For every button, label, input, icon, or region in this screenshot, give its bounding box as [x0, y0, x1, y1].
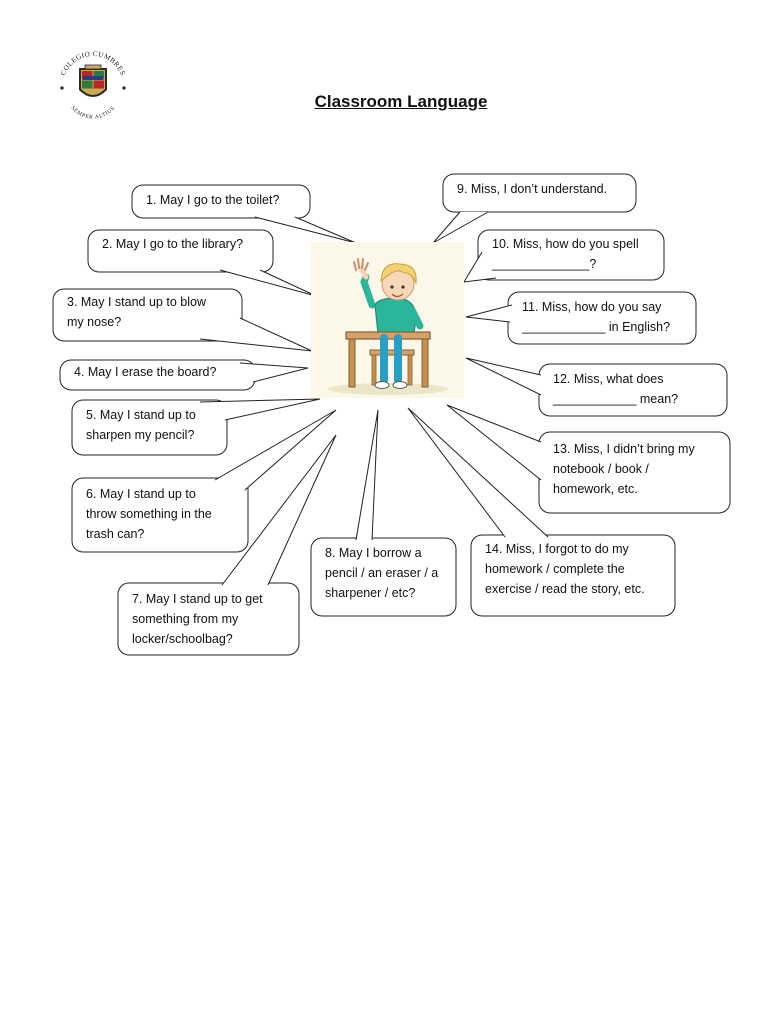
bubble-10-line-1: 10. Miss, how do you spell: [492, 237, 639, 251]
bubble-14-line-2: homework / complete the: [485, 562, 625, 576]
speech-bubble-tail: [466, 358, 541, 395]
boy-raising-hand-at-desk-icon: [311, 242, 464, 398]
bubble-13-line-1: 13. Miss, I didn’t bring my: [553, 442, 695, 456]
bubble-8-line-1: 8. May I borrow a: [325, 546, 422, 560]
bubble-1-line-1: 1. May I go to the toilet?: [146, 193, 280, 207]
speech-bubble-tail: [356, 410, 378, 540]
bubble-7-line-3: locker/schoolbag?: [132, 632, 233, 646]
bubble-7-line-2: something from my: [132, 612, 239, 626]
bubble-5-line-2: sharpen my pencil?: [86, 428, 195, 442]
speech-bubble-tail: [466, 305, 512, 322]
bubble-11-line-1: 11. Miss, how do you say: [522, 300, 662, 314]
bubble-2-line-1: 2. May I go to the library?: [102, 237, 244, 251]
bubble-14-line-1: 14. Miss, I forgot to do my: [485, 542, 629, 556]
bubble-10-line-2: ______________?: [492, 257, 597, 271]
bubble-3-line-2: my nose?: [67, 315, 122, 329]
bubble-8-line-3: sharpener / etc?: [325, 586, 416, 600]
bubble-12-line-2: ____________ mean?: [553, 392, 679, 406]
bubble-14-line-3: exercise / read the story, etc.: [485, 582, 645, 596]
page-title: Classroom Language: [314, 92, 488, 111]
speech-bubble-tail: [215, 410, 336, 490]
bubble-4-line-1: 4. May I erase the board?: [74, 365, 217, 379]
bubble-12-line-1: 12. Miss, what does: [553, 372, 664, 386]
bubble-8-line-2: pencil / an eraser / a: [325, 566, 439, 580]
bubble-6-line-2: throw something in the: [86, 507, 212, 521]
bubble-13-line-2: notebook / book /: [553, 462, 649, 476]
school-name: COLEGIO CUMBRES: [59, 49, 127, 77]
bubble-13-line-3: homework, etc.: [553, 482, 638, 496]
bubble-6-line-3: trash can?: [86, 527, 145, 541]
bubble-5-line-1: 5. May I stand up to: [86, 408, 196, 422]
bubble-6-line-1: 6. May I stand up to: [86, 487, 196, 501]
school-motto: SEMPER ALTIUS: [69, 105, 117, 121]
bubble-3-line-1: 3. May I stand up to blow: [67, 295, 206, 309]
bubble-11-line-2: ____________ in English?: [522, 320, 671, 334]
bubble-7-line-1: 7. May I stand up to get: [132, 592, 263, 606]
bubble-9-line-1: 9. Miss, I don’t understand.: [457, 182, 608, 196]
